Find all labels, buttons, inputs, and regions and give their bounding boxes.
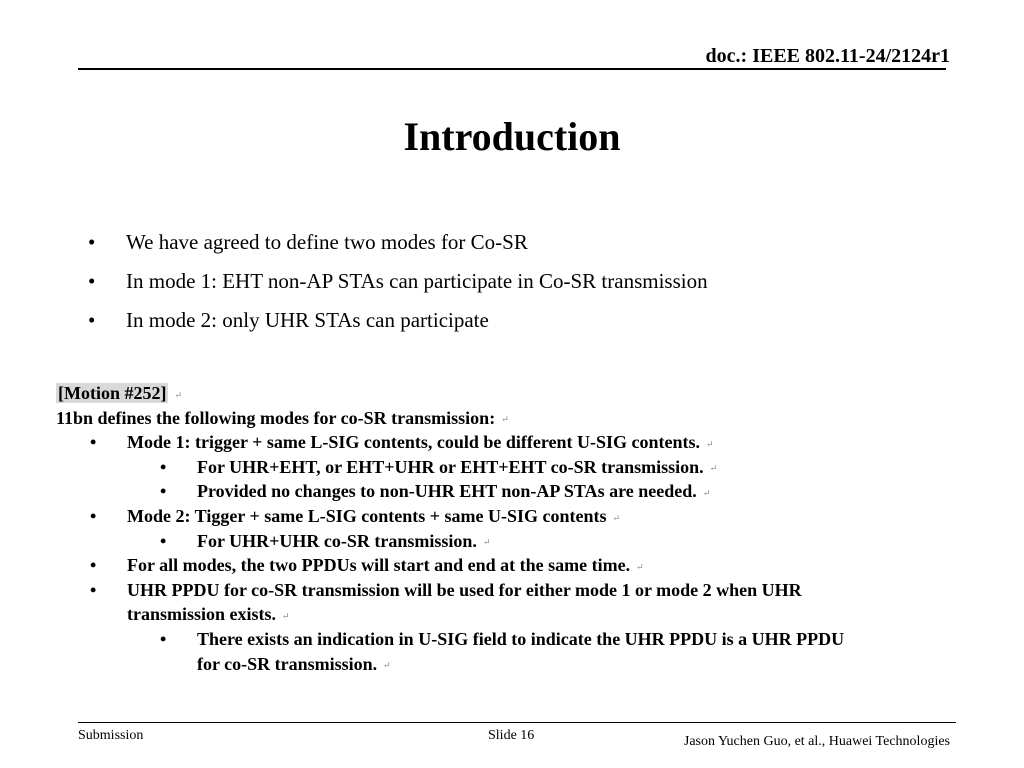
bullet-icon: •: [160, 530, 167, 551]
bullet-icon: •: [90, 505, 97, 526]
motion-label: [Motion #252]: [58, 383, 167, 403]
motion-mode2: Mode 2: Tigger + same L-SIG contents + same U-SIG contents: [127, 505, 607, 526]
motion-intro-line: [56, 406, 509, 431]
document-id: doc.: IEEE 802.11-24/2124r1: [705, 45, 950, 67]
motion-mode1-sub2: Provided no changes to non-UHR EHT non-AP STAs are needed.: [197, 481, 697, 502]
footer-submission: Submission: [78, 728, 144, 743]
motion-subitem: [56, 455, 718, 480]
bullet-item: [88, 230, 708, 254]
footer-authors: Jason Yuchen Guo, et al., Huawei Technologies: [683, 734, 950, 749]
bullet-icon: •: [88, 269, 96, 293]
paragraph-mark-icon: ↵: [706, 438, 714, 449]
slide-title: Introduction: [403, 114, 621, 159]
bullet-text: We have agreed to define two modes for Co-SR: [126, 230, 528, 254]
footer-slide-number: Slide 16: [488, 728, 535, 743]
motion-item: [56, 553, 644, 578]
motion-block: [56, 381, 845, 676]
bullet-icon: •: [90, 555, 97, 576]
bullet-item: [88, 308, 708, 332]
motion-indication-line2: for co-SR transmission.: [197, 653, 378, 674]
bullet-icon: •: [90, 579, 97, 600]
motion-mode2-sub1: For UHR+UHR co-SR transmission.: [197, 530, 477, 551]
paragraph-mark-icon: ↵: [612, 512, 621, 523]
paragraph-mark-icon: ↵: [482, 537, 491, 548]
bullet-item: [88, 269, 708, 293]
bullet-text: In mode 1: EHT non-AP STAs can participate in Co-SR transmission: [126, 269, 708, 293]
paragraph-mark-icon: ↵: [174, 389, 183, 400]
header-divider: [78, 68, 946, 70]
motion-subitem: [56, 529, 509, 554]
paragraph-mark-icon: ↵: [383, 660, 391, 671]
paragraph-mark-icon: ↵: [709, 463, 718, 474]
motion-subitem: [56, 627, 845, 652]
paragraph-mark-icon: ↵: [282, 610, 290, 621]
motion-item: [56, 504, 621, 529]
motion-uhr-ppdu-line1: UHR PPDU for co-SR transmission will be used for either mode 1 or mode 2 when UHR: [127, 579, 802, 600]
motion-uhr-ppdu-line2: transmission exists.: [127, 604, 277, 625]
bullet-icon: •: [160, 628, 167, 649]
motion-subitem-continuation: [56, 652, 509, 677]
motion-indication-line1: There exists an indication in U-SIG field to indicate the UHR PPDU is a UHR PPDU: [197, 628, 845, 649]
motion-label-line: [56, 381, 509, 406]
bullet-text: In mode 2: only UHR STAs can participate: [126, 308, 489, 332]
bullet-icon: •: [160, 456, 167, 477]
motion-mode1: Mode 1: trigger + same L-SIG contents, could be different U-SIG contents.: [127, 432, 701, 453]
motion-intro: 11bn defines the following modes for co-SR transmission:: [56, 407, 496, 428]
paragraph-mark-icon: ↵: [636, 561, 644, 572]
motion-all-modes: For all modes, the two PPDUs will start and end at the same time.: [127, 555, 631, 576]
bullet-icon: •: [90, 432, 97, 453]
motion-item: [56, 430, 714, 455]
bullet-list: [88, 230, 708, 347]
bullet-icon: •: [88, 308, 96, 332]
motion-subitem: [56, 479, 711, 504]
motion-item: [56, 578, 802, 603]
footer-divider: [78, 722, 956, 723]
motion-item-continuation: [56, 602, 509, 627]
paragraph-mark-icon: ↵: [501, 414, 509, 425]
bullet-icon: •: [160, 481, 167, 502]
bullet-icon: •: [88, 230, 96, 254]
paragraph-mark-icon: ↵: [702, 487, 711, 498]
motion-mode1-sub1: For UHR+EHT, or EHT+UHR or EHT+EHT co-SR transmission.: [197, 456, 704, 477]
